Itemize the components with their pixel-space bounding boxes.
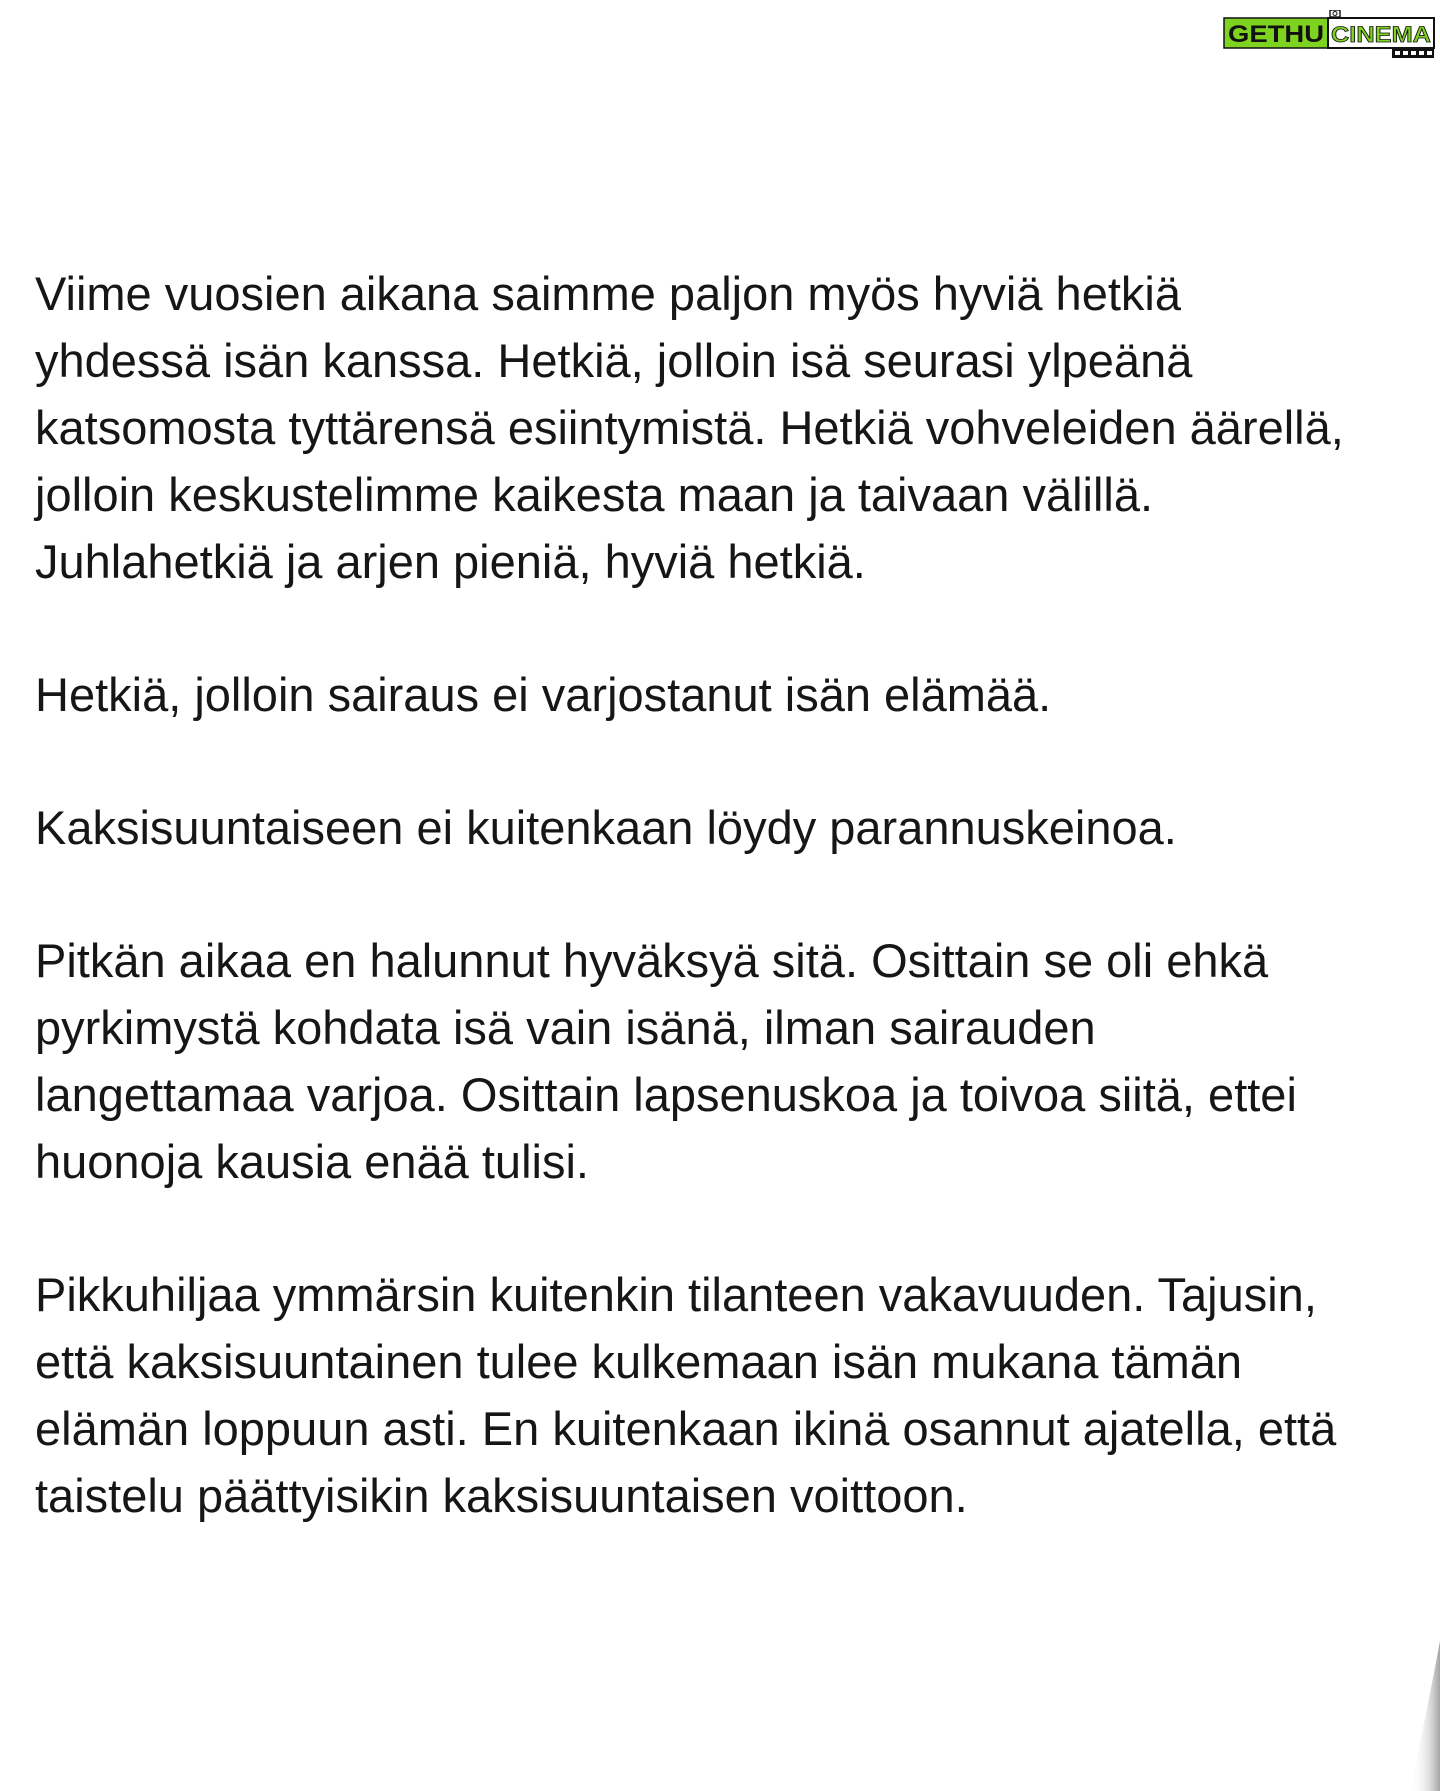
text-line: Kaksisuuntaiseen ei kuitenkaan löydy parannuskeinoa. [35,801,1177,854]
text-line: elämän loppuun asti. En kuitenkaan ikinä osannut ajatella, että [35,1402,1337,1455]
text-line: pyrkimystä kohdata isä vain isänä, ilman sairauden [35,1001,1096,1054]
text-line: Pitkän aikaa en halunnut hyväksyä sitä. Osittain se oli ehkä [35,934,1269,987]
text-line: katsomosta tyttärensä esiintymistä. Hetkiä vohveleiden äärellä, [35,401,1344,454]
text-line: Pikkuhiljaa ymmärsin kuitenkin tilanteen vakavuuden. Tajusin, [35,1268,1317,1321]
brand-part1: GETHU [1228,21,1324,48]
text-line: että kaksisuuntainen tulee kulkemaan isän mukana tämän [35,1335,1243,1388]
text-line: yhdessä isän kanssa. Hetkiä, jolloin isä seurasi ylpeänä [35,334,1193,387]
paragraph [35,661,1435,728]
text-line: huonoja kausia enää tulisi. [35,1135,589,1188]
gethu-cinema-logo [1222,10,1437,60]
paragraph [35,927,1435,1195]
text-line: Viime vuosien aikana saimme paljon myös hyviä hetkiä [35,267,1181,320]
paragraph [35,794,1435,861]
film-strip-icon [1222,10,1437,60]
paragraph [35,260,1435,595]
article-body [35,260,1435,1595]
brand-part2: CINEMA [1331,22,1432,47]
paragraph [35,1261,1435,1529]
text-line: Juhlahetkiä ja arjen pieniä, hyviä hetkiä. [35,535,866,588]
page-curl-shadow [1380,1641,1440,1791]
text-line: taistelu päättyisikin kaksisuuntaisen voittoon. [35,1469,968,1522]
text-line: Hetkiä, jolloin sairaus ei varjostanut isän elämää. [35,668,1052,721]
text-line: jolloin keskustelimme kaikesta maan ja taivaan välillä. [35,468,1154,521]
text-line: langettamaa varjoa. Osittain lapsenuskoa ja toivoa siitä, ettei [35,1068,1297,1121]
